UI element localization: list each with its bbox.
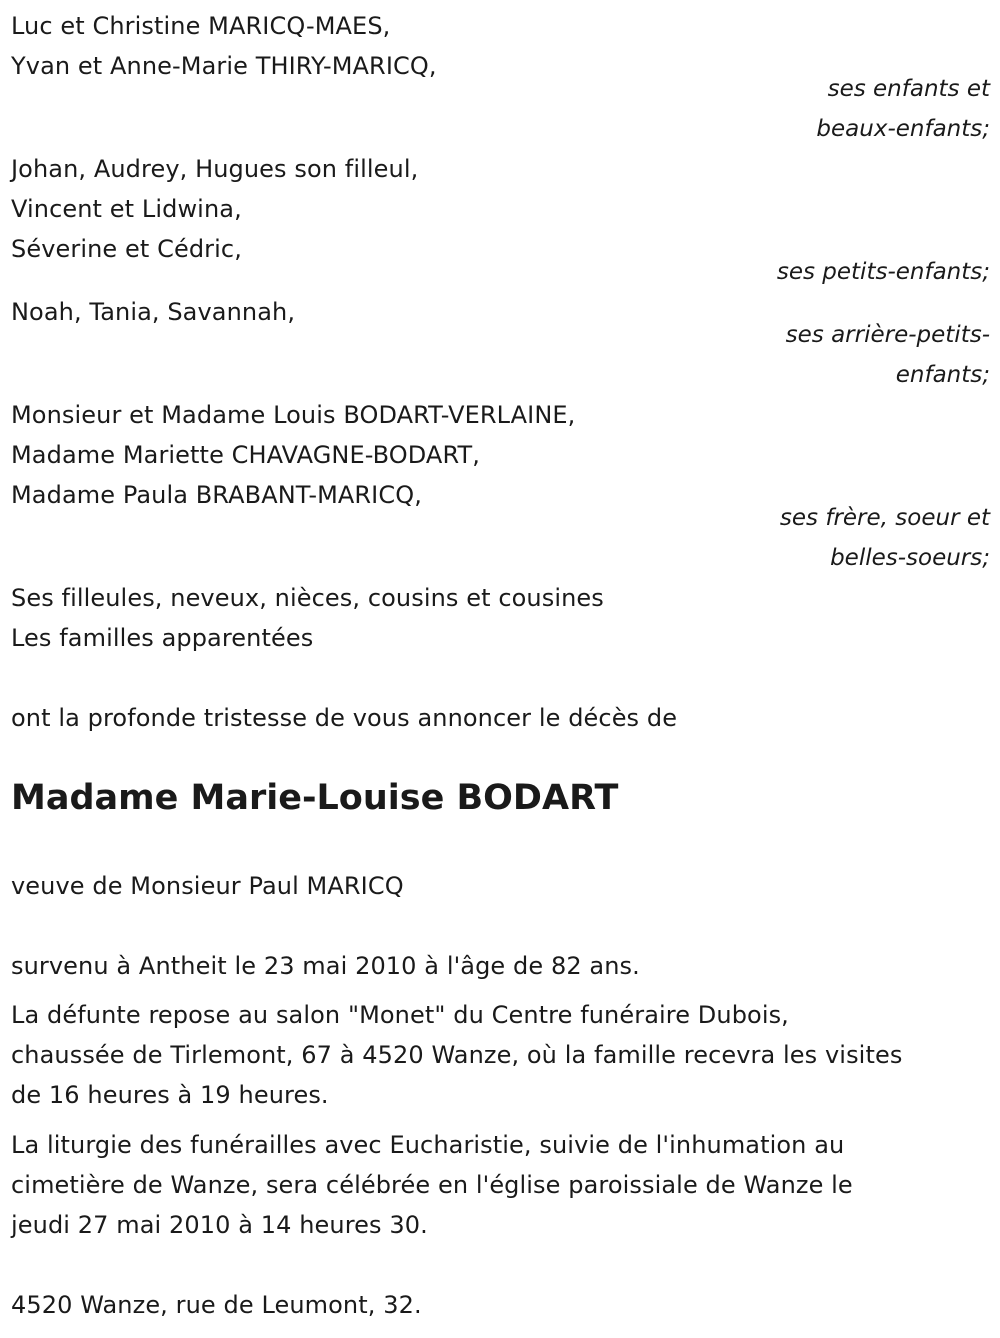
grandchildren-role-line: ses petits-enfants; [776, 259, 990, 285]
announcement-text: ont la profonde tristesse de vous annoncer le décès de [11, 704, 678, 732]
child-name-line: Luc et Christine MARICQ-MAES, [11, 12, 391, 40]
visitation-line: chaussée de Tirlemont, 67 à 4520 Wanze, où la famille recevra les visites [11, 1041, 903, 1069]
sibling-name-line: Madame Paula BRABANT-MARICQ, [11, 481, 422, 509]
visitation-line: de 16 heures à 19 heures. [11, 1081, 329, 1109]
grandchild-name-line: Vincent et Lidwina, [11, 195, 242, 223]
widow-of-text: veuve de Monsieur Paul MARICQ [11, 872, 404, 900]
great-grandchildren-role-line: ses arrière-petits- [785, 322, 990, 348]
child-name-line: Yvan et Anne-Marie THIRY-MARICQ, [11, 52, 437, 80]
deceased-name: Madame Marie-Louise BODART [11, 778, 619, 818]
children-role-line: ses enfants et [827, 76, 990, 102]
siblings-role-line: belles-soeurs; [830, 545, 990, 571]
other-family-line: Les familles apparentées [11, 624, 314, 652]
grandchild-name-line: Séverine et Cédric, [11, 235, 242, 263]
children-role-line: beaux-enfants; [816, 116, 990, 142]
funeral-line: cimetière de Wanze, sera célébrée en l'église paroissiale de Wanze le [11, 1171, 853, 1199]
funeral-line: La liturgie des funérailles avec Eucharistie, suivie de l'inhumation au [11, 1131, 845, 1159]
funeral-line: jeudi 27 mai 2010 à 14 heures 30. [11, 1211, 428, 1239]
great-grandchild-name-line: Noah, Tania, Savannah, [11, 298, 296, 326]
siblings-role-line: ses frère, soeur et [779, 505, 990, 531]
grandchild-name-line: Johan, Audrey, Hugues son filleul, [11, 155, 419, 183]
other-family-line: Ses filleules, neveux, nièces, cousins et cousines [11, 584, 604, 612]
address-text: 4520 Wanze, rue de Leumont, 32. [11, 1291, 422, 1319]
death-info-text: survenu à Antheit le 23 mai 2010 à l'âge de 82 ans. [11, 952, 640, 980]
sibling-name-line: Monsieur et Madame Louis BODART-VERLAINE, [11, 401, 576, 429]
great-grandchildren-role-line: enfants; [895, 362, 990, 388]
sibling-name-line: Madame Mariette CHAVAGNE-BODART, [11, 441, 480, 469]
visitation-line: La défunte repose au salon "Monet" du Centre funéraire Dubois, [11, 1001, 789, 1029]
